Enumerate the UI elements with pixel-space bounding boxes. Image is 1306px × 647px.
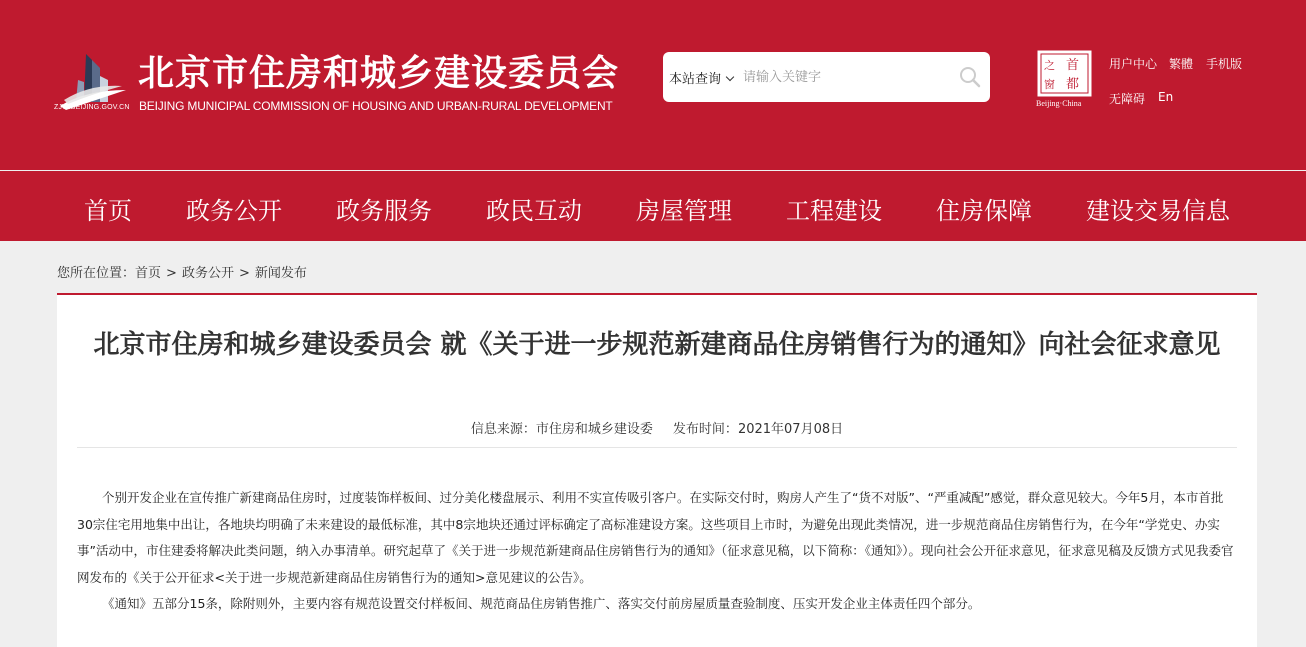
site-header — [0, 0, 1306, 170]
date-value: 2021年07月08日 — [737, 422, 844, 437]
nav-item-home[interactable]: 首页 — [84, 197, 132, 225]
main-nav — [0, 171, 1306, 241]
nav-item-government-affairs[interactable]: 政务公开 — [186, 197, 282, 225]
nav-item-housing-security[interactable]: 住房保障 — [936, 197, 1032, 225]
search-scope-label: 本站查询 — [669, 72, 722, 87]
article-paragraph-1: 个别开发企业在宣传推广新建商品住房时，过度装饰样板间、过分美化楼盘展示、利用不实宣传吸引客户。在实际交付时，购房人产生了“货不对版”、“严重减配”感觉，群众意见较大。今年5月，本市首批30宗住宅用地集中出让，各地块均明确了未来建设的最低标准，其中8宗地块还通过评标确定了高标准建设方案。这些项目上市时，为避免出现此类情况，进一步规范商品住房销售行为，在今年“学党史、办实事”活动中，市住建委将解决此类问题，纳入办事清单。研究起草了《关于进一步规范新建商品住房销售行为的通知》（征求意见稿，以下简称：《通知》）。现向社会公开征求意见，征求意见稿及反馈方式见我委官网发布的《关于公开征求<关于进一步规范新建商品住房销售行为的通知>意见建议的公告》。 — [77, 490, 1234, 585]
breadcrumb-label: 您所在位置： — [57, 266, 136, 281]
date-label: 发布时间： — [672, 422, 738, 437]
search-input[interactable] — [743, 66, 943, 88]
breadcrumb-item-news[interactable]: 新闻发布 — [254, 266, 307, 281]
article-paragraph-2: 《通知》五部分15条，除附则外，主要内容有规范设置交付样板间、规范商品住房销售推广、落实交付前房屋质量查验制度、压实开发企业主体责任四个部分。 — [102, 596, 981, 611]
article-body — [77, 485, 1237, 618]
shoudu-char-4: 窗 — [1044, 78, 1055, 91]
search-box — [663, 52, 990, 102]
breadcrumb-item-government-affairs[interactable]: 政务公开 — [181, 266, 234, 281]
shoudu-caption: Beijing·China — [1036, 99, 1082, 108]
nav-item-interaction[interactable]: 政民互动 — [486, 197, 582, 225]
search-scope-dropdown[interactable] — [669, 68, 733, 87]
accessibility-link[interactable]: 无障碍 — [1109, 92, 1146, 106]
nav-item-government-services[interactable]: 政务服务 — [336, 197, 432, 225]
search-icon[interactable] — [958, 65, 982, 89]
mobile-version-link[interactable]: 手机版 — [1206, 57, 1243, 71]
user-center-link[interactable]: 用户中心 — [1109, 57, 1158, 71]
breadcrumb-separator: > — [238, 266, 250, 281]
chevron-down-icon — [726, 73, 734, 81]
breadcrumb-separator: > — [166, 266, 177, 281]
article-title: 北京市住房和城乡建设委员会 就《关于进一步规范新建商品住房销售行为的通知》向社会征求意见 — [93, 330, 1221, 360]
nav-item-trading-info[interactable]: 建设交易信息 — [1086, 197, 1230, 225]
meta-divider — [77, 447, 1237, 448]
nav-item-housing-management[interactable]: 房屋管理 — [636, 197, 732, 225]
logo-caption: ZJW.BEIJING.GOV.CN — [54, 104, 130, 111]
traditional-chinese-link[interactable]: 繁體 — [1169, 57, 1194, 71]
shoudu-char-1: 首 — [1066, 58, 1080, 73]
shoudu-char-3: 之 — [1044, 59, 1055, 72]
source-value: 市住房和城乡建设委 — [535, 422, 653, 437]
breadcrumb-item-home[interactable]: 首页 — [135, 266, 162, 281]
source-label: 信息来源： — [470, 422, 536, 437]
english-link[interactable]: En — [1158, 90, 1174, 104]
site-subtitle: BEIJING MUNICIPAL COMMISSION OF HOUSING AND URBAN-RURAL DEVELOPMENT — [139, 99, 613, 113]
nav-item-construction[interactable]: 工程建设 — [786, 197, 882, 225]
article-panel — [57, 293, 1257, 647]
article-meta — [57, 418, 1257, 437]
breadcrumb — [57, 262, 307, 281]
site-title[interactable]: 北京市住房和城乡建设委员会 — [138, 53, 620, 94]
shoudu-char-2: 都 — [1066, 77, 1080, 92]
